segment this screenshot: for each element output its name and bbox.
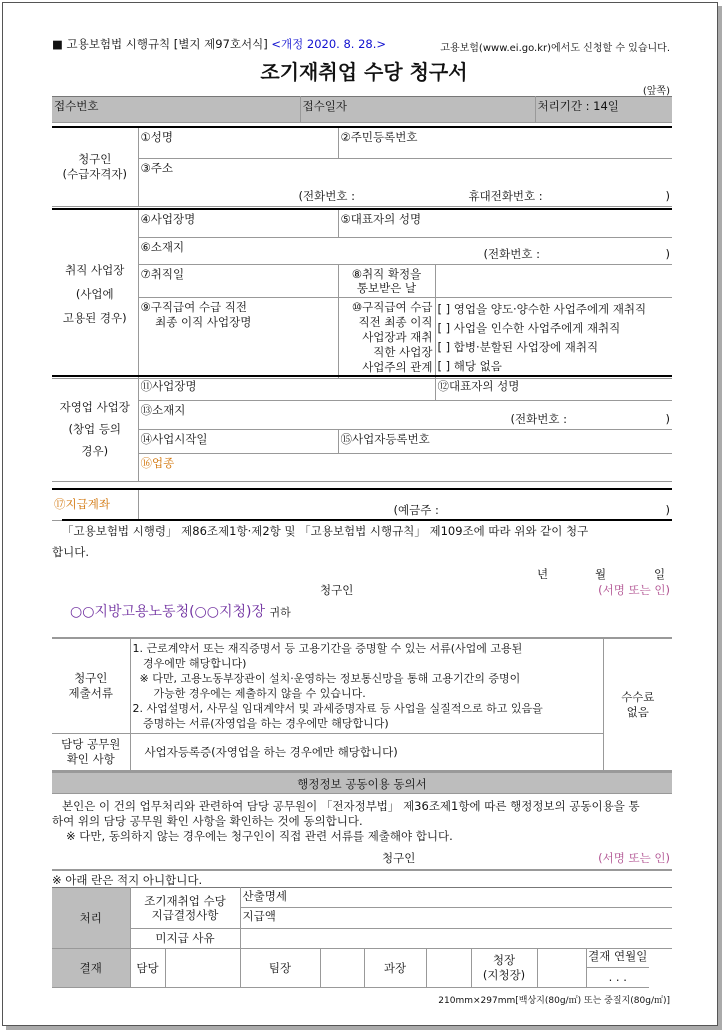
approval-date-value: . . .	[608, 970, 627, 984]
consent-title: 행정정보 공동이용 동의서	[52, 771, 672, 794]
documents-table	[52, 637, 672, 771]
checkbox-option[interactable]: [ ] 사업을 인수한 사업주에게 재취직	[437, 320, 621, 335]
consent-claimant-label: 청구인	[382, 851, 416, 865]
rep-field[interactable]: ⑤대표자의 성명	[338, 209, 672, 237]
start-date-field[interactable]: ⑭사업시작일	[138, 429, 338, 453]
revision-date: <개정 2020. 8. 28.>	[271, 37, 387, 51]
amount-field: 지급액	[240, 908, 672, 929]
unpaid-field	[240, 929, 672, 949]
fee-cell: 수수료 없음	[603, 638, 672, 771]
form-reference	[52, 36, 386, 52]
approval-label: 결재	[52, 949, 130, 988]
unpaid-label: 미지급 사유	[130, 929, 240, 949]
staff-sign	[165, 949, 240, 988]
confirm-date-label: ⑧취직 확정을 통보받은 날	[338, 264, 435, 297]
processing-period: 처리기간 : 14일	[535, 97, 672, 123]
documents-label: 청구인 제출서류	[52, 638, 130, 734]
relation-options	[435, 297, 672, 378]
industry-field[interactable]: ⑯업종	[138, 453, 672, 481]
officer-item: 사업자등록증(자영업을 하는 경우에만 해당합니다)	[130, 734, 603, 771]
receipt-date: 접수일자	[300, 97, 535, 123]
mobile-label: 휴대전화번호 :	[468, 188, 543, 203]
consent-note: ※ 다만, 동의하지 않는 경우에는 청구인이 직접 관련 서류를 제출해야 합니다.	[66, 829, 453, 843]
chief-label: 청장 (지청장)	[471, 949, 537, 988]
staff-label: 담당	[130, 949, 165, 988]
decision-label: 조기재취업 수당 지급결정사항	[130, 888, 240, 929]
consent-text: 본인은 이 건의 업무처리와 관련하여 담당 공무원이 「전자정부법」 제36조제1항에 따른 행정정보의 공동이용을 통	[62, 799, 640, 813]
biz-no-field[interactable]: ⑮사업자등록번호	[338, 429, 672, 453]
process-label: 처리	[52, 888, 130, 949]
account-field[interactable]	[138, 489, 672, 520]
self-employed-label: 자영업 사업장 (창업 등의 경우)	[52, 376, 138, 481]
phone-label: (전화번호 :	[483, 246, 540, 261]
day-label: 일	[654, 567, 666, 581]
hire-date-field[interactable]: ⑦취직일	[138, 264, 338, 297]
statement-text: 「고용보험법 시행령」 제86조제1항·제2항 및 「고용보험법 시행규칙」 제109조에 따라 위와 같이 청구	[62, 519, 672, 539]
statement-text-end: 합니다.	[52, 545, 89, 559]
page-side: (앞쪽)	[642, 86, 670, 97]
workplace-field[interactable]: ④사업장명	[138, 209, 338, 237]
prev-workplace-field[interactable]: ⑨구직급여 수급 직전 최종 이직 사업장명	[138, 297, 338, 378]
document-item: 2. 사업설명서, 사무실 임대계약서 및 과세증명자료 등 사업을 실질적으로 하고 있음을 증명하는 서류(자영업을 하는 경우에만 해당합니다)	[132, 702, 543, 730]
employment-section	[52, 208, 672, 379]
calc-field: 산출명세	[240, 888, 672, 908]
document-item: 1. 근로계약서 또는 재직증명서 등 고용기간을 증명할 수 있는 서류(사업에 고용된 경우에만 해당합니다)	[132, 642, 523, 670]
account-label: ⑰지급계좌	[52, 489, 138, 520]
paren: )	[665, 246, 670, 261]
office-use-table	[52, 887, 672, 988]
checkbox-option[interactable]: [ ] 합병·분할된 사업장에 재취직	[437, 339, 599, 354]
phone-label: (전화번호 :	[298, 188, 355, 203]
location-label: ⑥소재지	[140, 239, 185, 254]
se-workplace-field[interactable]: ⑪사업장명	[138, 376, 435, 400]
year-label: 년	[537, 567, 549, 581]
team-label: 팀장	[240, 949, 320, 988]
office-use-note: ※ 아래 란은 적지 아니합니다.	[52, 869, 672, 888]
chief-sign	[537, 949, 586, 988]
name-field[interactable]: ①성명	[138, 127, 338, 158]
address-field[interactable]	[138, 158, 672, 206]
employment-label: 취직 사업장 (사업에 고용된 경우)	[52, 209, 138, 378]
consent-sign-label: (서명 또는 인)	[598, 851, 670, 865]
confirm-date-field[interactable]	[435, 264, 672, 297]
approval-date-label: 결재 연월일	[587, 949, 650, 968]
holder-label: (예금주 :	[393, 502, 439, 517]
account-section	[52, 488, 672, 521]
to-label: 귀하	[269, 606, 291, 619]
address-label: ③주소	[140, 160, 174, 175]
receipt-number: 접수번호	[52, 97, 300, 123]
se-rep-field[interactable]: ⑫대표자의 성명	[435, 376, 672, 400]
claimant-label: 청구인 (수급자격자)	[52, 127, 138, 206]
office-name: ○○지방고용노동청(○○지청)장	[70, 604, 266, 620]
team-sign-box	[320, 949, 364, 988]
location-field[interactable]	[138, 237, 672, 264]
phone-label: (전화번호 :	[510, 411, 567, 426]
rrn-field[interactable]: ②주민등록번호	[338, 127, 672, 158]
paper-spec: 210mm×297mm[백상지(80g/㎡) 또는 중질지(80g/㎡)]	[438, 996, 670, 1006]
receipt-table	[52, 96, 672, 123]
claimant-section	[52, 126, 672, 207]
consent-text: 하여 위의 담당 공무원 확인 사항을 확인하는 것에 동의합니다.	[52, 814, 363, 828]
month-label: 월	[595, 567, 607, 581]
officer-label: 담당 공무원 확인 사항	[52, 734, 130, 771]
section-label: 과장	[364, 949, 426, 988]
se-location-field[interactable]	[138, 400, 672, 429]
paren: )	[665, 502, 670, 517]
documents-list	[130, 638, 603, 734]
form-ref: ■ 고용보험법 시행규칙 [별지 제97호서식]	[52, 37, 268, 51]
self-employed-section	[52, 375, 672, 482]
sign-label: (서명 또는 인)	[598, 583, 670, 597]
checkbox-option[interactable]: [ ] 영업을 양도·양수한 사업주에게 재취직	[437, 301, 647, 316]
paren: )	[665, 188, 670, 203]
page-title: 조기재취업 수당 청구서	[260, 60, 468, 84]
paren: )	[665, 411, 670, 426]
approval-date	[586, 949, 649, 988]
document-item: ※ 다만, 고용노동부장관이 설치·운영하는 정보통신망을 통해 고용기간의 증명이 가능한 경우에는 제출하지 않을 수 있습니다.	[139, 672, 521, 700]
location-label: ⑬소재지	[140, 402, 186, 417]
checkbox-option[interactable]: [ ] 해당 없음	[437, 358, 502, 373]
online-note: 고용보험(www.ei.go.kr)에서도 신청할 수 있습니다.	[440, 43, 670, 54]
office-addressee	[70, 601, 291, 621]
claimant-sign-label: 청구인	[320, 583, 354, 597]
section-sign	[426, 949, 471, 988]
relation-label: ⑩구직급여 수급 직전 최종 이직 사업장과 재취 직한 사업장 사업주의 관계	[338, 297, 435, 378]
